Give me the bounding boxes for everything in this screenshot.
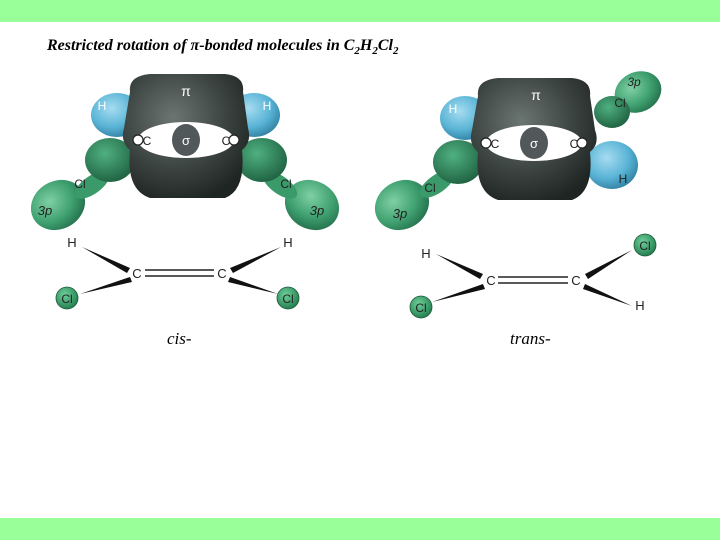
trans-sigma-label: σ: [529, 136, 539, 151]
trans-struct-c-right: C: [571, 273, 581, 288]
cis-c-right-label: C: [221, 134, 231, 148]
cis-struct-cl-right: Cl: [282, 292, 294, 306]
cis-wedge-cl-right: [228, 277, 278, 294]
cis-structural-formula: [56, 235, 299, 309]
cis-3p-left-label: 3p: [37, 203, 53, 218]
trans-wedge-h-left: [436, 254, 483, 279]
trans-3p-right-label: 3p: [627, 75, 641, 89]
trans-struct-h-right: H: [635, 298, 645, 313]
trans-structural-formula: [410, 234, 656, 318]
trans-c-right-atom: [577, 138, 587, 148]
trans-wedge-cl-left: [432, 284, 485, 302]
trans-wedge-cl-right: [585, 250, 632, 279]
trans-struct-cl-right: Cl: [639, 239, 651, 253]
trans-struct-c-left: C: [486, 273, 496, 288]
cis-wedge-h-right: [230, 247, 281, 273]
cis-wedge-h-left: [82, 247, 130, 273]
cis-sp2-right-label: sp²: [202, 133, 222, 148]
cis-cl-right-label: Cl: [280, 177, 292, 191]
cis-c-right-atom: [229, 135, 239, 145]
trans-h-left-label: H: [448, 102, 458, 116]
trans-c-right-label: C: [569, 137, 579, 151]
trans-orbital-model: [366, 64, 668, 240]
trans-struct-cl-left: Cl: [415, 301, 427, 315]
cis-struct-h-left: H: [67, 235, 77, 250]
trans-pi-label: π: [531, 87, 541, 103]
trans-cl-left-label: Cl: [424, 181, 436, 195]
slide-title: Restricted rotation of π-bonded molecules in $C_2H_2Cl_2$: [47, 37, 399, 58]
trans-cl-right-label: Cl: [614, 96, 626, 110]
cis-sigma-label: σ: [181, 133, 191, 148]
cis-pi-label: π: [181, 83, 191, 99]
cis-struct-c-right: C: [217, 266, 227, 281]
trans-wedge-h-right: [583, 284, 632, 306]
trans-c-left-atom: [481, 138, 491, 148]
cis-struct-cl-left: Cl: [61, 292, 73, 306]
cis-caption: cis-: [167, 329, 192, 348]
trans-struct-h-left: H: [421, 246, 431, 261]
trans-caption: trans-: [510, 329, 551, 348]
trans-sp2-right-label: sp²: [550, 136, 570, 151]
cis-struct-c-left: C: [132, 266, 142, 281]
trans-c-left-label: C: [490, 137, 500, 151]
cis-h-right-label: H: [262, 99, 272, 113]
trans-h-right-lobe: [586, 141, 638, 189]
trans-3p-left-label: 3p: [392, 206, 408, 221]
cis-h-left-label: H: [97, 99, 107, 113]
cis-c-left-label: C: [142, 134, 152, 148]
cis-sp2-left-label: sp²: [150, 133, 170, 148]
cis-3p-right-label: 3p: [309, 203, 325, 218]
cis-orbital-model: [22, 74, 348, 240]
cis-wedge-cl-left: [80, 277, 132, 294]
cis-cl-left-label: Cl: [74, 177, 86, 191]
trans-h-right-label: H: [618, 172, 628, 186]
cis-c-left-atom: [133, 135, 143, 145]
trans-sp2-left-label: sp²: [498, 136, 518, 151]
cis-struct-h-right: H: [283, 235, 293, 250]
